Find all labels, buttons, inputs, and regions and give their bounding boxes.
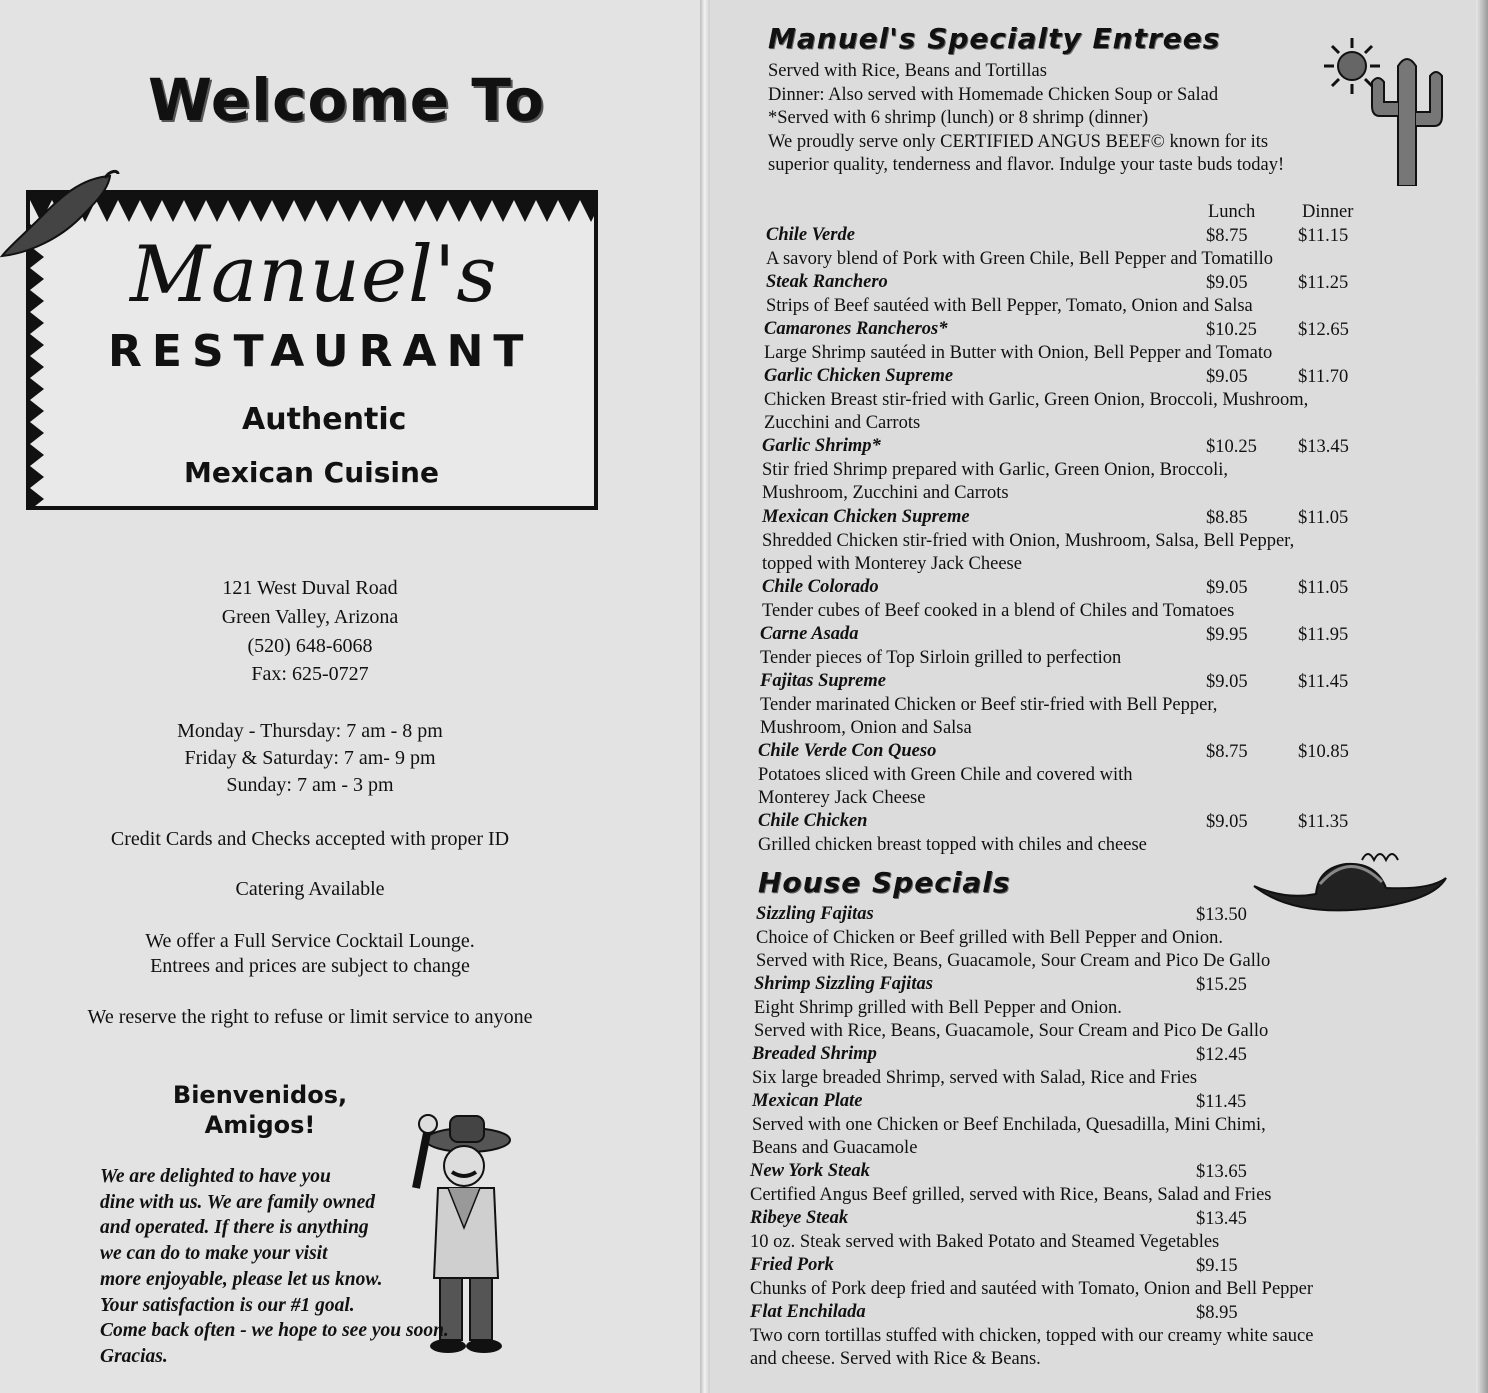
lunch-price: $9.05 — [1206, 273, 1248, 293]
intro-line: *Served with 6 shrimp (lunch) or 8 shrimp (dinner) — [768, 108, 1149, 128]
description-line: 10 oz. Steak served with Baked Potato and Steamed Vegetables — [750, 1231, 1220, 1252]
intro-line: We proudly serve only CERTIFIED ANGUS BEEF© known for its — [768, 131, 1269, 152]
entree-name: Camarones Rancheros* — [764, 319, 948, 339]
description-line: Zucchini and Carrots — [764, 413, 921, 433]
dinner-price: $11.05 — [1298, 508, 1349, 528]
dinner-price: $11.95 — [1298, 625, 1349, 645]
house-special-item — [750, 1207, 1219, 1254]
dinner-price: $12.65 — [1298, 320, 1349, 340]
entree-item — [764, 318, 1272, 365]
message-line: dine with us. We are family owned — [100, 1191, 376, 1213]
entree-description — [764, 389, 1308, 436]
entree-name: Garlic Chicken Supreme — [764, 366, 954, 386]
description-line: Served with one Chicken or Beef Enchilada, Quesadilla, Mini Chimi, — [752, 1114, 1266, 1135]
hours-line: Friday & Saturday: 7 am- 9 pm — [184, 747, 436, 769]
house-special-item — [752, 1043, 1197, 1090]
description-line: Two corn tortillas stuffed with chicken, topped with our creamy white sauce — [750, 1325, 1314, 1346]
message-line: more enjoyable, please let us know. — [100, 1268, 383, 1290]
entree-item — [762, 435, 1228, 506]
house-special-name: Sizzling Fajitas — [756, 904, 874, 924]
dinner-price: $11.45 — [1298, 672, 1349, 692]
address-line: 121 West Duval Road — [222, 577, 398, 599]
description-line: Tender cubes of Beef cooked in a blend of Chiles and Tomatoes — [762, 600, 1235, 621]
credit-note: Credit Cards and Checks accepted with proper ID — [110, 828, 510, 850]
house-special-name: New York Steak — [750, 1161, 870, 1181]
catering-note: Catering Available — [235, 878, 385, 900]
entree-description — [762, 459, 1228, 506]
description-line: Chicken Breast stir-fried with Garlic, Green Onion, Broccoli, Mushroom, — [764, 389, 1309, 410]
house-special-description — [752, 1067, 1197, 1091]
house-special-name: Ribeye Steak — [750, 1208, 849, 1228]
description-line: Served with Rice, Beans, Guacamole, Sour Cream and Pico De Gallo — [756, 951, 1271, 971]
lunch-price: $9.95 — [1206, 625, 1248, 645]
house-special-price: $9.15 — [1196, 1256, 1238, 1276]
house-special-description — [750, 1325, 1313, 1372]
message-line: we can do to make your visit — [100, 1243, 328, 1265]
house-special-description — [750, 1231, 1219, 1255]
description-line: Monterey Jack Cheese — [758, 788, 926, 808]
lunch-price: $9.05 — [1206, 672, 1248, 692]
description-line: Certified Angus Beef grilled, served with Rice, Beans, Salad and Fries — [750, 1184, 1272, 1205]
entree-name: Chile Verde — [766, 225, 855, 245]
entree-description — [760, 647, 1121, 671]
bienvenidos-line: Bienvenidos, — [172, 1081, 348, 1109]
description-line: Eight Shrimp grilled with Bell Pepper and Onion. — [754, 997, 1122, 1018]
amigos-line: Amigos! — [204, 1111, 316, 1139]
lounge-note: We offer a Full Service Cocktail Lounge. — [145, 930, 475, 952]
lunch-price: $9.05 — [1206, 812, 1248, 832]
dinner-column-header: Dinner — [1302, 202, 1354, 222]
entree-description — [762, 530, 1294, 577]
entrees-intro — [768, 60, 1348, 178]
description-line: A savory blend of Pork with Green Chile, Bell Pepper and Tomatillo — [766, 248, 1274, 269]
description-line: Mushroom, Zucchini and Carrots — [762, 483, 1009, 503]
entree-description — [758, 764, 1133, 811]
entree-item — [766, 271, 1253, 318]
description-line: Tender pieces of Top Sirloin grilled to perfection — [760, 647, 1122, 668]
lunch-price: $10.25 — [1206, 320, 1257, 340]
house-specials-title: House Specials — [758, 866, 1011, 899]
description-line: and cheese. Served with Rice & Beans. — [750, 1349, 1041, 1369]
hours-line: Monday - Thursday: 7 am - 8 pm — [177, 720, 443, 742]
lunch-price: $9.05 — [1206, 367, 1248, 387]
house-special-price: $13.45 — [1196, 1209, 1247, 1229]
intro-line: superior quality, tenderness and flavor. Indulge your taste buds today! — [768, 155, 1285, 175]
entrees-title: Manuel's Specialty Entrees — [768, 22, 1221, 55]
city-line: Green Valley, Arizona — [221, 606, 399, 628]
description-line: Beans and Guacamole — [752, 1138, 918, 1158]
description-line: Large Shrimp sautéed in Butter with Onion, Bell Pepper and Tomato — [764, 342, 1273, 363]
house-special-description — [756, 927, 1270, 974]
message-line: We are delighted to have you — [100, 1166, 331, 1187]
tagline-authentic: Authentic — [242, 402, 407, 437]
description-line: Shredded Chicken stir-fried with Onion, Mushroom, Salsa, Bell Pepper, — [762, 530, 1295, 551]
entree-item — [758, 810, 1147, 857]
entree-description — [766, 295, 1253, 319]
house-special-item — [752, 1090, 1266, 1161]
dinner-price: $10.85 — [1298, 742, 1349, 762]
house-special-price: $13.50 — [1196, 905, 1247, 925]
house-special-name: Mexican Plate — [752, 1091, 863, 1111]
entree-name: Chile Colorado — [762, 577, 879, 597]
house-special-item — [750, 1160, 1271, 1207]
house-special-name: Fried Pork — [750, 1255, 834, 1275]
description-line: Potatoes sliced with Green Chile and covered with — [758, 764, 1133, 785]
entree-name: Carne Asada — [760, 624, 859, 644]
house-special-price: $11.45 — [1196, 1092, 1247, 1112]
house-special-name: Flat Enchilada — [750, 1302, 866, 1322]
hours-line: Sunday: 7 am - 3 pm — [226, 774, 394, 796]
entree-name: Chile Chicken — [758, 811, 868, 831]
dinner-price: $11.70 — [1298, 367, 1349, 387]
entree-description — [762, 600, 1234, 624]
house-special-price: $8.95 — [1196, 1303, 1238, 1323]
intro-line: Served with Rice, Beans and Tortillas — [768, 61, 1047, 81]
entree-name: Mexican Chicken Supreme — [762, 507, 970, 527]
dinner-price: $11.05 — [1298, 578, 1349, 598]
message-line: Come back often - we hope to see you soon. — [100, 1320, 449, 1342]
entree-item — [760, 623, 1121, 670]
tagline-cuisine: Mexican Cuisine — [184, 456, 439, 489]
lunch-price: $9.05 — [1206, 578, 1248, 598]
cactus-icon — [1362, 46, 1452, 186]
entree-description — [764, 342, 1272, 366]
description-line: topped with Monterey Jack Cheese — [762, 554, 1022, 574]
entree-name: Fajitas Supreme — [760, 671, 886, 691]
dinner-price: $13.45 — [1298, 437, 1349, 457]
description-line: Served with Rice, Beans, Guacamole, Sour Cream and Pico De Gallo — [754, 1021, 1269, 1041]
lunch-price: $8.85 — [1206, 508, 1248, 528]
house-special-description — [750, 1184, 1271, 1208]
entree-item — [758, 740, 1133, 811]
fax-line: Fax: 625-0727 — [251, 663, 369, 685]
house-special-description — [754, 997, 1268, 1044]
lunch-price: $8.75 — [1206, 226, 1248, 246]
entree-description — [766, 248, 1273, 272]
lunch-column-header: Lunch — [1208, 202, 1256, 222]
description-line: Chunks of Pork deep fried and sautéed with Tomato, Onion and Bell Pepper — [750, 1278, 1314, 1299]
restaurant-name: Manuel's — [130, 230, 498, 320]
sombrero-icon — [1250, 840, 1450, 920]
lunch-price: $8.75 — [1206, 742, 1248, 762]
house-special-price: $15.25 — [1196, 975, 1247, 995]
change-note: Entrees and prices are subject to change — [150, 955, 470, 977]
entree-description — [758, 834, 1147, 858]
reserve-note: We reserve the right to refuse or limit service to anyone — [87, 1006, 533, 1028]
entree-name: Steak Ranchero — [766, 272, 888, 292]
dinner-price: $11.15 — [1298, 226, 1349, 246]
entree-description — [760, 694, 1217, 741]
description-line: Six large breaded Shrimp, served with Salad, Rice and Fries — [752, 1067, 1198, 1088]
lunch-price: $10.25 — [1206, 437, 1257, 457]
message-line: Your satisfaction is our #1 goal. — [100, 1294, 355, 1316]
description-line: Grilled chicken breast topped with chiles and cheese — [758, 834, 1147, 855]
entree-item — [766, 224, 1273, 271]
message-line: and operated. If there is anything — [100, 1217, 369, 1239]
house-special-price: $12.45 — [1196, 1045, 1247, 1065]
description-line: Stir fried Shrimp prepared with Garlic, Green Onion, Broccoli, — [762, 459, 1228, 480]
description-line: Strips of Beef sautéed with Bell Pepper, Tomato, Onion and Salsa — [766, 295, 1253, 316]
page-edge — [1476, 0, 1488, 1393]
description-line: Choice of Chicken or Beef grilled with Bell Pepper and Onion. — [756, 927, 1224, 948]
house-special-description — [750, 1278, 1313, 1302]
restaurant-word: RESTAURANT — [108, 326, 534, 377]
entree-item — [762, 576, 1234, 623]
house-special-price: $13.65 — [1196, 1162, 1247, 1182]
message-line: Gracias. — [100, 1345, 168, 1367]
house-special-item — [754, 973, 1268, 1044]
entree-name: Garlic Shrimp* — [762, 436, 881, 456]
description-line: Tender marinated Chicken or Beef stir-fried with Bell Pepper, — [760, 694, 1218, 715]
house-special-name: Shrimp Sizzling Fajitas — [754, 974, 933, 994]
entree-item — [760, 670, 1217, 741]
description-line: Mushroom, Onion and Salsa — [760, 718, 972, 738]
house-special-item — [756, 903, 1270, 974]
entree-name: Chile Verde Con Queso — [758, 741, 937, 761]
dinner-price: $11.35 — [1298, 812, 1349, 832]
dinner-price: $11.25 — [1298, 273, 1349, 293]
intro-line: Dinner: Also served with Homemade Chicken Soup or Salad — [768, 84, 1219, 105]
welcome-heading: Welcome To — [148, 66, 546, 134]
phone-line: (520) 648-6068 — [247, 635, 373, 657]
house-special-description — [752, 1114, 1266, 1161]
house-special-name: Breaded Shrimp — [752, 1044, 877, 1064]
